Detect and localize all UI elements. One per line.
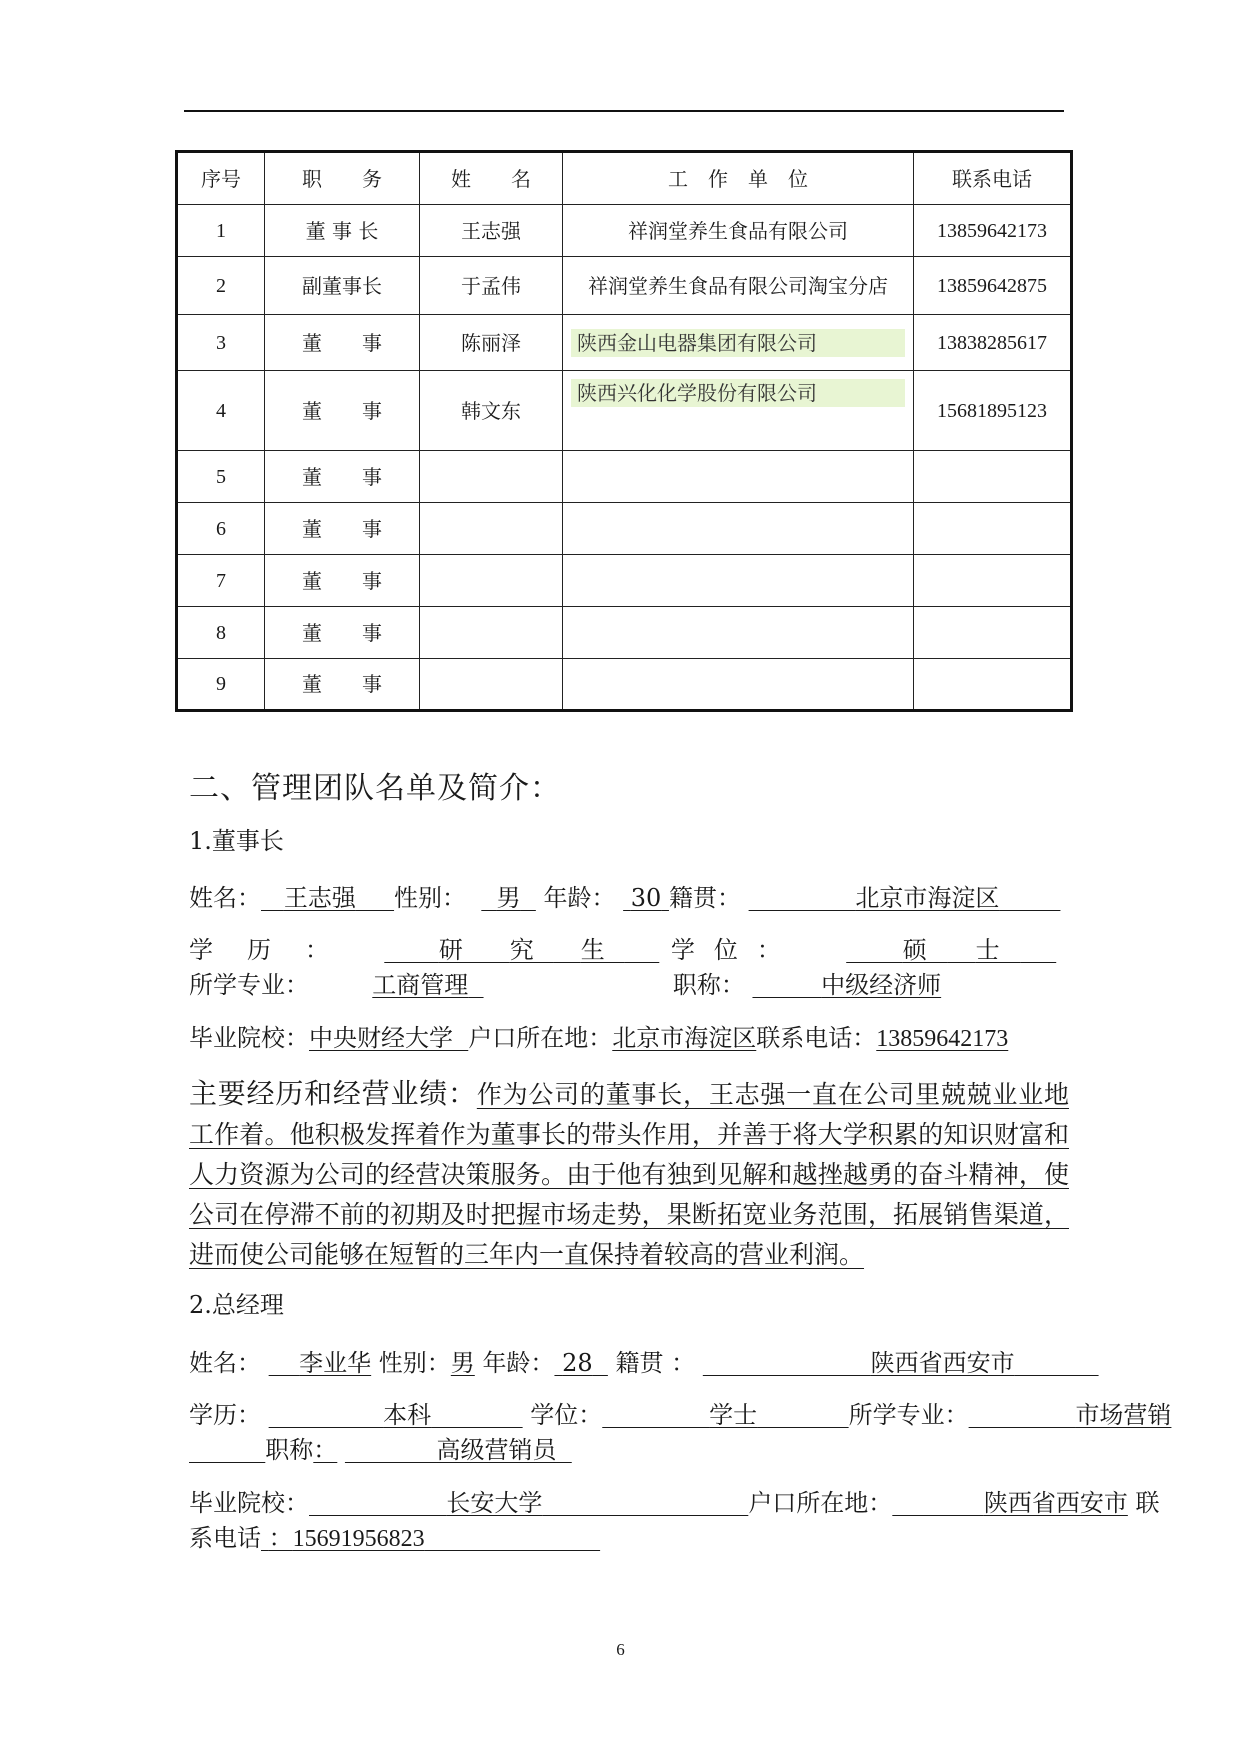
cell-no: 8: [177, 607, 265, 659]
chairman-edu-line: 学 历 ： 研 究 生 学 位 ： 硕 士: [189, 935, 1069, 965]
cell-name: 陈丽泽: [420, 315, 563, 371]
chairman-subheading: 1.董事长: [189, 827, 284, 855]
cell-name: 于孟伟: [420, 257, 563, 315]
cell-org: 祥润堂养生食品有限公司: [563, 205, 914, 257]
cell-no: 2: [177, 257, 265, 315]
cell-no: 3: [177, 315, 265, 371]
section-heading: 二、管理团队名单及简介：: [189, 771, 561, 806]
cell-name: [420, 503, 563, 555]
gm-edu-line: 学历： 本科 学位： 学士 所学专业： 市场营销: [189, 1401, 1172, 1429]
cell-no: 1: [177, 205, 265, 257]
cell-phone: [914, 451, 1072, 503]
header-org: 工 作 单 位: [563, 152, 914, 205]
gm-degree: 学士: [709, 1401, 758, 1429]
gm-education: 本科: [383, 1401, 432, 1429]
cell-name: [420, 607, 563, 659]
chairman-name: 王志强: [283, 884, 356, 912]
gm-school: 长安大学: [446, 1489, 543, 1517]
cell-phone: [914, 607, 1072, 659]
gm-age: 28: [562, 1349, 593, 1377]
cell-phone: 13838285617: [914, 315, 1072, 371]
cell-org: [563, 607, 914, 659]
gm-title: 高级营销员: [436, 1436, 557, 1464]
table-row: [177, 451, 1072, 503]
table-row: [177, 607, 1072, 659]
table-row: [177, 503, 1072, 555]
cell-name: [420, 451, 563, 503]
gm-phone: 15691956823: [292, 1526, 425, 1552]
header-title: 职 务: [265, 152, 420, 205]
gm-gender: 男: [450, 1349, 475, 1377]
page-number: 6: [616, 1640, 625, 1659]
gm-major: 市场营销: [1075, 1401, 1172, 1429]
gm-hukou: 陕西省西安市: [983, 1489, 1128, 1517]
chairman-school-line: 毕业院校：中央财经大学 户口所在地：北京市海淀区联系电话：13859642173: [189, 1024, 1009, 1052]
cell-title: 董 事 长: [265, 205, 420, 257]
chairman-major-line: 所学专业： 工商管理 职称： 中级经济师: [189, 971, 942, 999]
cell-no: 6: [177, 503, 265, 555]
header-name: 姓 名: [420, 152, 563, 205]
cell-title: 副董事长: [265, 257, 420, 315]
gm-name: 李业华: [299, 1349, 372, 1377]
cell-title: 董 事: [265, 659, 420, 711]
board-members-table: [175, 150, 1073, 712]
table-row: [177, 555, 1072, 607]
cell-org: [563, 659, 914, 711]
header-rule: [184, 110, 1064, 112]
cell-org: [563, 451, 914, 503]
cell-phone: 13859642875: [914, 257, 1072, 315]
chairman-degree: 硕 士: [902, 936, 1021, 964]
cell-phone: [914, 659, 1072, 711]
chairman-school: 中央财经大学: [309, 1024, 453, 1052]
gm-school-line: 毕业院校： 长安大学 户口所在地： 陕西省西安市 联: [189, 1489, 1160, 1517]
cell-phone: 15681895123: [914, 371, 1072, 451]
cell-org: 祥润堂养生食品有限公司淘宝分店: [563, 257, 914, 315]
cell-title: 董 事: [265, 607, 420, 659]
cell-title: 董 事: [265, 371, 420, 451]
cell-title: 董 事: [265, 315, 420, 371]
chairman-education: 研 究 生: [438, 936, 625, 964]
cell-no: 9: [177, 659, 265, 711]
header-phone: 联系电话: [914, 152, 1072, 205]
cell-org: [563, 371, 914, 451]
table-row: [177, 659, 1072, 711]
cell-title: 董 事: [265, 555, 420, 607]
cell-phone: [914, 503, 1072, 555]
chairman-gender: 男: [496, 884, 521, 912]
gm-subheading: 2.总经理: [189, 1291, 284, 1319]
cell-name: [420, 555, 563, 607]
gm-phone-line: 系电话 ：15691956823: [189, 1524, 425, 1552]
chairman-hukou: 北京市海淀区: [612, 1024, 757, 1052]
table-row: [177, 371, 1072, 451]
chairman-age: 30: [630, 884, 662, 912]
cell-phone: 13859642173: [914, 205, 1072, 257]
table-row: [177, 257, 1072, 315]
cell-no: 5: [177, 451, 265, 503]
cell-title: 董 事: [265, 451, 420, 503]
chairman-experience-text: 作为公司的董事长，王志强一直在公司里兢兢业业地工作着。他积极发挥着作为董事长的带头作用，并善于将大学积累的知识财富和人力资源为公司的经营决策服务。由于他有独到见解和越挫越勇的奋斗精神，使公司在停滞不前的初期及时把握市场走势，果断拓宽业务范围，拓展销售渠道，进而使公司能够在短暂的三年内一直保持着较高的营业利润。: [189, 1080, 1069, 1269]
cell-org: [563, 503, 914, 555]
gm-title-line: 职称： 高级营销员: [265, 1436, 557, 1464]
chairman-phone: 13859642173: [876, 1026, 1009, 1052]
cell-name: 韩文东: [420, 371, 563, 451]
cell-name: 王志强: [420, 205, 563, 257]
cell-title: 董 事: [265, 503, 420, 555]
highlighted-org: 陕西兴化化学股份有限公司: [571, 379, 905, 407]
chairman-major: 工商管理: [372, 971, 469, 999]
gm-basic-line: 姓名： 李业华 性别：男 年龄： 28 籍贯 ： 陕西省西安市: [189, 1349, 1015, 1377]
cell-phone: [914, 555, 1072, 607]
table-header-row: [177, 152, 1072, 205]
chairman-native: 北京市海淀区: [855, 884, 1000, 912]
cell-name: [420, 659, 563, 711]
table-row: [177, 315, 1072, 371]
table-row: [177, 205, 1072, 257]
chairman-experience: 主要经历和经营业绩：作为公司的董事长，王志强一直在公司里兢兢业业地工作着。他积极发挥着作为董事长的带头作用，并善于将大学积累的知识财富和人力资源为公司的经营决策服务。由于他有独到见解和越挫越勇的奋斗精神，使公司在停滞不前的初期及时把握市场走势，果断拓宽业务范围，拓展销售渠道，进而使公司能够在短暂的三年内一直保持着较高的营业利润。: [189, 1077, 1069, 1269]
cell-no: 4: [177, 371, 265, 451]
chairman-title: 中级经济师: [821, 971, 942, 999]
chairman-basic-line: 姓名： 王志强 性别： 男 年龄： 30 籍贯： 北京市海淀区: [189, 884, 1000, 912]
cell-no: 7: [177, 555, 265, 607]
highlighted-org: 陕西金山电器集团有限公司: [571, 329, 905, 357]
header-no: 序号: [177, 152, 265, 205]
gm-native: 陕西省西安市: [870, 1349, 1015, 1377]
cell-org: [563, 315, 914, 371]
cell-org: [563, 555, 914, 607]
